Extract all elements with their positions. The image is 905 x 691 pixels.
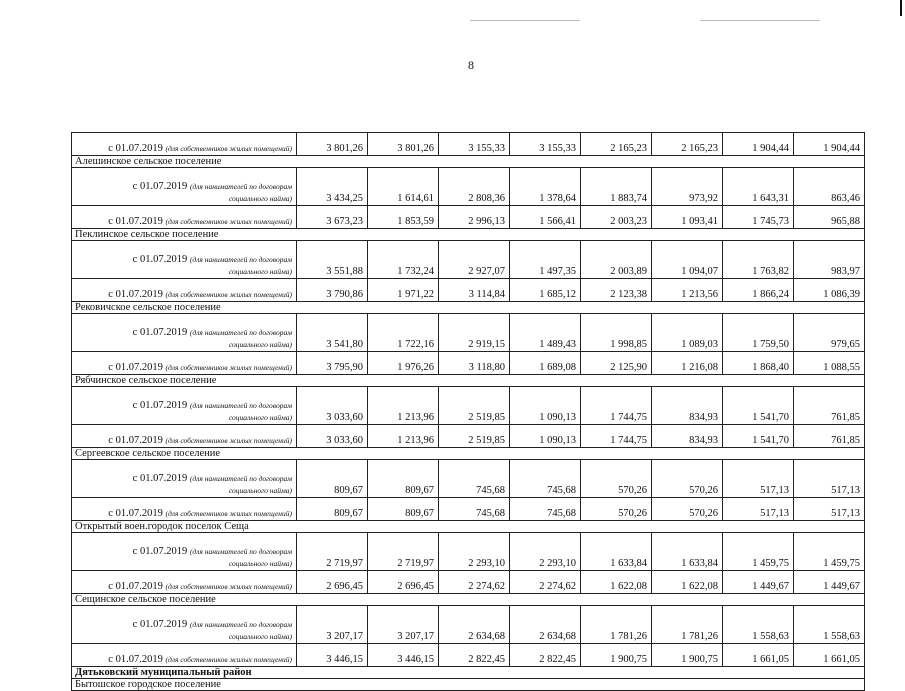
- tariff-value: 1 744,75: [581, 425, 652, 448]
- tariff-value: 1 633,84: [652, 533, 723, 571]
- owner-tariff-row: [72, 133, 865, 156]
- category-note: (для нанимателей по договорам: [189, 328, 292, 337]
- tenant-tariff-row: [72, 460, 865, 498]
- tariff-value: 2 996,13: [439, 206, 510, 229]
- settlement-title: Рябчинское сельское поселение: [72, 375, 865, 387]
- settlement-title: Алешинское сельское поселение: [72, 156, 865, 168]
- scan-corner-mark: [900, 0, 902, 16]
- tariff-value: 1 459,75: [723, 533, 794, 571]
- tariff-value: 3 446,15: [297, 644, 368, 667]
- category-note: социального найма): [228, 194, 292, 203]
- effective-date: с 01.07.2019: [108, 362, 163, 373]
- scan-artifact: [470, 20, 580, 21]
- tariff-value: 3 207,17: [297, 606, 368, 644]
- tariff-value: 1 661,05: [723, 644, 794, 667]
- tariff-value: 1 558,63: [723, 606, 794, 644]
- tariff-value: 1 763,82: [723, 241, 794, 279]
- row-label: [72, 352, 297, 375]
- tariff-value: 1 089,03: [652, 314, 723, 352]
- tariff-value: 1 086,39: [794, 279, 865, 302]
- row-label: [72, 571, 297, 594]
- tariff-value: 1 378,64: [510, 168, 581, 206]
- tariff-value: 1 449,67: [723, 571, 794, 594]
- tariff-value: 3 790,86: [297, 279, 368, 302]
- category-note: (для собственников жилых помещений): [165, 582, 292, 591]
- tariff-value: 1 093,41: [652, 206, 723, 229]
- tariff-value: 1 900,75: [581, 644, 652, 667]
- tariff-value: 973,92: [652, 168, 723, 206]
- row-label: [72, 533, 297, 571]
- category-note: социального найма): [228, 267, 292, 276]
- tariff-value: 1 900,75: [652, 644, 723, 667]
- tariff-value: 2 719,97: [368, 533, 439, 571]
- category-note: (для нанимателей по договорам: [189, 474, 292, 483]
- tariff-value: 1 216,08: [652, 352, 723, 375]
- tariff-value: 2 165,23: [581, 133, 652, 156]
- tariff-value: 3 673,23: [297, 206, 368, 229]
- category-note: (для собственников жилых помещений): [165, 144, 292, 153]
- effective-date: с 01.07.2019: [108, 581, 163, 592]
- effective-date: с 01.07.2019: [108, 654, 163, 665]
- tenant-tariff-row: [72, 241, 865, 279]
- tariff-value: 3 795,90: [297, 352, 368, 375]
- row-label: [72, 133, 297, 156]
- row-label: [72, 606, 297, 644]
- tariff-value: 1 614,61: [368, 168, 439, 206]
- settlement-title: Открытый воен.городок поселок Сеща: [72, 521, 865, 533]
- settlement-header-row: [72, 375, 865, 387]
- tariff-value: 834,93: [652, 387, 723, 425]
- row-label: [72, 644, 297, 667]
- tariff-value: 965,88: [794, 206, 865, 229]
- tariff-value: 1 088,55: [794, 352, 865, 375]
- tariff-value: 809,67: [297, 498, 368, 521]
- page-number: 8: [468, 58, 474, 72]
- tenant-tariff-row: [72, 533, 865, 571]
- row-label: [72, 387, 297, 425]
- tariff-value: 570,26: [652, 498, 723, 521]
- tariff-value: 1 661,05: [794, 644, 865, 667]
- tariff-value: 3 801,26: [368, 133, 439, 156]
- row-label: [72, 206, 297, 229]
- tariff-value: 2 808,36: [439, 168, 510, 206]
- tariff-value: 3 801,26: [297, 133, 368, 156]
- tariff-value: 1 866,24: [723, 279, 794, 302]
- tariff-value: 1 213,96: [368, 387, 439, 425]
- settlement-title: Пеклинское сельское поселение: [72, 229, 865, 241]
- tariff-value: 1 633,84: [581, 533, 652, 571]
- tariff-value: 3 118,80: [439, 352, 510, 375]
- row-label: [72, 425, 297, 448]
- tariff-value: 2 274,62: [439, 571, 510, 594]
- settlement-header-row: [72, 156, 865, 168]
- tariff-value: 1 213,96: [368, 425, 439, 448]
- category-note: социального найма): [228, 340, 292, 349]
- tariff-value: 2 634,68: [510, 606, 581, 644]
- tariff-value: 570,26: [581, 460, 652, 498]
- row-label: [72, 241, 297, 279]
- tariff-value: 1 566,41: [510, 206, 581, 229]
- effective-date: с 01.07.2019: [108, 143, 163, 154]
- tariff-value: 745,68: [439, 498, 510, 521]
- tariff-value: 2 927,07: [439, 241, 510, 279]
- row-label: [72, 168, 297, 206]
- tariff-value: 1 689,08: [510, 352, 581, 375]
- owner-tariff-row: [72, 571, 865, 594]
- district-header-row: [72, 667, 865, 679]
- tariff-value: 2 519,85: [439, 425, 510, 448]
- settlement-header-row: [72, 302, 865, 314]
- tariff-value: 1 622,08: [652, 571, 723, 594]
- effective-date: с 01.07.2019: [132, 546, 188, 557]
- tariff-value: 1 622,08: [581, 571, 652, 594]
- effective-date: с 01.07.2019: [108, 508, 163, 519]
- tariff-value: 761,85: [794, 387, 865, 425]
- tariff-value: 3 033,60: [297, 425, 368, 448]
- tariff-value: 2 165,23: [652, 133, 723, 156]
- tariff-value: 3 114,84: [439, 279, 510, 302]
- category-note: (для собственников жилых помещений): [165, 509, 292, 518]
- category-note: (для собственников жилых помещений): [165, 217, 292, 226]
- row-label: [72, 460, 297, 498]
- tenant-tariff-row: [72, 314, 865, 352]
- tariff-value: 517,13: [794, 460, 865, 498]
- tariff-value: 1 853,59: [368, 206, 439, 229]
- tariff-value: 809,67: [368, 460, 439, 498]
- tariff-value: 1 732,24: [368, 241, 439, 279]
- scan-artifact: [700, 20, 820, 21]
- tariff-value: 2 123,38: [581, 279, 652, 302]
- tariff-value: 1 976,26: [368, 352, 439, 375]
- category-note: (для нанимателей по договорам: [189, 255, 292, 264]
- tariff-value: 863,46: [794, 168, 865, 206]
- tariff-table: [71, 132, 865, 691]
- category-note: (для нанимателей по договорам: [189, 401, 292, 410]
- settlement-title: Бытошское городское поселение: [72, 679, 865, 691]
- tariff-value: 2 125,90: [581, 352, 652, 375]
- tariff-value: 517,13: [723, 460, 794, 498]
- tariff-value: 1 868,40: [723, 352, 794, 375]
- tariff-value: 1 643,31: [723, 168, 794, 206]
- row-label: [72, 314, 297, 352]
- tariff-value: 1 558,63: [794, 606, 865, 644]
- tariff-value: 2 919,15: [439, 314, 510, 352]
- tariff-value: 1 449,67: [794, 571, 865, 594]
- settlement-header-row: [72, 594, 865, 606]
- category-note: социального найма): [228, 413, 292, 422]
- tariff-value: 1 971,22: [368, 279, 439, 302]
- effective-date: с 01.07.2019: [132, 254, 188, 265]
- tariff-value: 2 293,10: [439, 533, 510, 571]
- tariff-value: 2 003,23: [581, 206, 652, 229]
- category-note: (для нанимателей по договорам: [189, 620, 292, 629]
- row-label: [72, 279, 297, 302]
- effective-date: с 01.07.2019: [108, 216, 163, 227]
- tariff-value: 1 781,26: [652, 606, 723, 644]
- tariff-value: 1 904,44: [794, 133, 865, 156]
- tariff-value: 2 822,45: [439, 644, 510, 667]
- tariff-value: 983,97: [794, 241, 865, 279]
- category-note: социального найма): [228, 486, 292, 495]
- tariff-value: 1 090,13: [510, 425, 581, 448]
- category-note: (для нанимателей по договорам: [189, 547, 292, 556]
- tariff-value: 2 696,45: [297, 571, 368, 594]
- tariff-value: 745,68: [510, 460, 581, 498]
- tariff-value: 517,13: [723, 498, 794, 521]
- effective-date: с 01.07.2019: [132, 181, 188, 192]
- tariff-value: 3 207,17: [368, 606, 439, 644]
- tariff-value: 1 685,12: [510, 279, 581, 302]
- tariff-value: 1 489,43: [510, 314, 581, 352]
- tariff-value: 3 155,33: [439, 133, 510, 156]
- owner-tariff-row: [72, 352, 865, 375]
- tariff-value: 2 822,45: [510, 644, 581, 667]
- tariff-value: 1 904,44: [723, 133, 794, 156]
- tariff-value: 1 094,07: [652, 241, 723, 279]
- owner-tariff-row: [72, 425, 865, 448]
- tariff-value: 2 719,97: [297, 533, 368, 571]
- tariff-value: 1 497,35: [510, 241, 581, 279]
- tariff-value: 3 541,80: [297, 314, 368, 352]
- tariff-value: 3 434,25: [297, 168, 368, 206]
- tariff-value: 2 634,68: [439, 606, 510, 644]
- tariff-value: 2 696,45: [368, 571, 439, 594]
- owner-tariff-row: [72, 206, 865, 229]
- effective-date: с 01.07.2019: [132, 473, 188, 484]
- tariff-value: 1 722,16: [368, 314, 439, 352]
- category-note: (для собственников жилых помещений): [165, 290, 292, 299]
- tariff-value: 834,93: [652, 425, 723, 448]
- tariff-value: 2 003,89: [581, 241, 652, 279]
- tariff-value: 517,13: [794, 498, 865, 521]
- tariff-value: 979,65: [794, 314, 865, 352]
- tariff-value: 2 519,85: [439, 387, 510, 425]
- category-note: (для собственников жилых помещений): [165, 436, 292, 445]
- tariff-value: 3 155,33: [510, 133, 581, 156]
- effective-date: с 01.07.2019: [108, 289, 163, 300]
- tariff-value: 2 293,10: [510, 533, 581, 571]
- category-note: социального найма): [228, 632, 292, 641]
- effective-date: с 01.07.2019: [132, 327, 188, 338]
- category-note: (для нанимателей по договорам: [189, 182, 292, 191]
- tenant-tariff-row: [72, 387, 865, 425]
- tariff-value: 1 541,70: [723, 425, 794, 448]
- tariff-value: 1 883,74: [581, 168, 652, 206]
- row-label: [72, 498, 297, 521]
- tariff-value: 809,67: [297, 460, 368, 498]
- settlement-header-row: [72, 521, 865, 533]
- tariff-value: 1 745,73: [723, 206, 794, 229]
- category-note: (для собственников жилых помещений): [165, 363, 292, 372]
- tariff-value: 745,68: [510, 498, 581, 521]
- tenant-tariff-row: [72, 168, 865, 206]
- tariff-value: 3 033,60: [297, 387, 368, 425]
- tariff-value: 745,68: [439, 460, 510, 498]
- effective-date: с 01.07.2019: [132, 400, 188, 411]
- tariff-value: 1 998,85: [581, 314, 652, 352]
- tariff-value: 1 090,13: [510, 387, 581, 425]
- tariff-value: 1 541,70: [723, 387, 794, 425]
- effective-date: с 01.07.2019: [132, 619, 188, 630]
- settlement-title: Сергеевское сельское поселение: [72, 448, 865, 460]
- tenant-tariff-row: [72, 606, 865, 644]
- tariff-value: 570,26: [652, 460, 723, 498]
- tariff-value: 1 781,26: [581, 606, 652, 644]
- owner-tariff-row: [72, 498, 865, 521]
- tariff-value: 570,26: [581, 498, 652, 521]
- effective-date: с 01.07.2019: [108, 435, 163, 446]
- tariff-value: 809,67: [368, 498, 439, 521]
- tariff-value: 1 744,75: [581, 387, 652, 425]
- settlement-header-row: [72, 229, 865, 241]
- owner-tariff-row: [72, 279, 865, 302]
- category-note: (для собственников жилых помещений): [165, 655, 292, 664]
- settlement-title: Сещинское сельское поселение: [72, 594, 865, 606]
- tariff-value: 2 274,62: [510, 571, 581, 594]
- tariff-value: 761,85: [794, 425, 865, 448]
- tariff-value: 1 759,50: [723, 314, 794, 352]
- tariff-value: 3 446,15: [368, 644, 439, 667]
- settlement-title: Рековичское сельское поселение: [72, 302, 865, 314]
- tariff-value: 1 213,56: [652, 279, 723, 302]
- tariff-value: 1 459,75: [794, 533, 865, 571]
- settlement-header-row: [72, 448, 865, 460]
- owner-tariff-row: [72, 644, 865, 667]
- category-note: социального найма): [228, 559, 292, 568]
- district-title: Дятьковский муниципальный район: [72, 667, 865, 679]
- tariff-value: 3 551,88: [297, 241, 368, 279]
- settlement-header-row: [72, 679, 865, 691]
